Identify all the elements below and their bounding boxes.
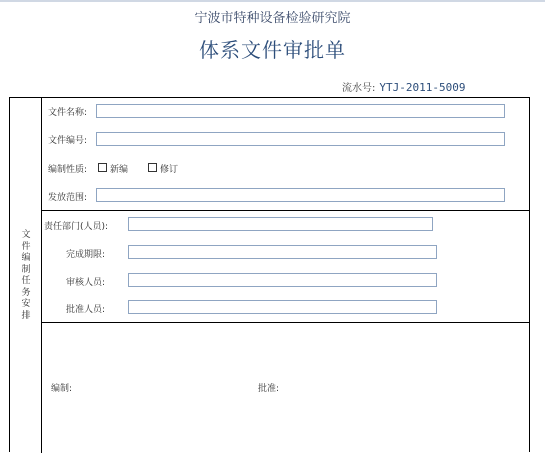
side-char: 任 xyxy=(21,276,31,286)
serial-label: 流水号: xyxy=(342,83,376,94)
scope-field[interactable] xyxy=(96,188,505,202)
side-char: 排 xyxy=(21,310,31,321)
reviewer-field[interactable] xyxy=(128,273,437,287)
dept-label: 责任部门(人员): xyxy=(44,222,109,232)
revise-checkbox[interactable] xyxy=(148,163,157,172)
side-char: 制 xyxy=(21,264,31,275)
scope-label: 发放范围: xyxy=(48,193,88,203)
deadline-label: 完成期限: xyxy=(66,250,106,260)
file-number-label: 文件编号: xyxy=(48,136,88,146)
serial-value: YTJ-2011-5009 xyxy=(379,81,466,94)
file-number-field[interactable] xyxy=(96,132,505,146)
file-name-field[interactable] xyxy=(96,104,505,118)
side-char: 编 xyxy=(21,253,31,263)
side-char: 安 xyxy=(21,299,31,309)
file-name-label: 文件名称: xyxy=(48,108,88,118)
compile-label: 编制: xyxy=(51,384,73,394)
side-char: 务 xyxy=(21,287,31,298)
side-label xyxy=(10,230,42,322)
approver-field[interactable] xyxy=(128,300,437,314)
revise-option-label: 修订 xyxy=(160,165,179,175)
serial-number xyxy=(342,79,465,94)
reviewer-label: 审核人员: xyxy=(66,278,106,288)
deadline-field[interactable] xyxy=(128,245,437,259)
side-char: 文 xyxy=(21,230,31,240)
new-checkbox[interactable] xyxy=(98,163,107,172)
nature-label: 编制性质: xyxy=(48,165,88,175)
dept-field[interactable] xyxy=(128,217,433,231)
top-border xyxy=(0,0,545,2)
approver-label: 批准人员: xyxy=(66,305,106,315)
section-divider xyxy=(42,210,530,211)
section-divider xyxy=(42,322,530,323)
approve-label: 批准: xyxy=(258,384,280,394)
form-title: 体系文件审批单 xyxy=(199,38,346,62)
side-char: 件 xyxy=(21,241,31,252)
new-option-label: 新编 xyxy=(110,165,129,175)
institute-name: 宁波市特种设备检验研究院 xyxy=(194,11,351,26)
